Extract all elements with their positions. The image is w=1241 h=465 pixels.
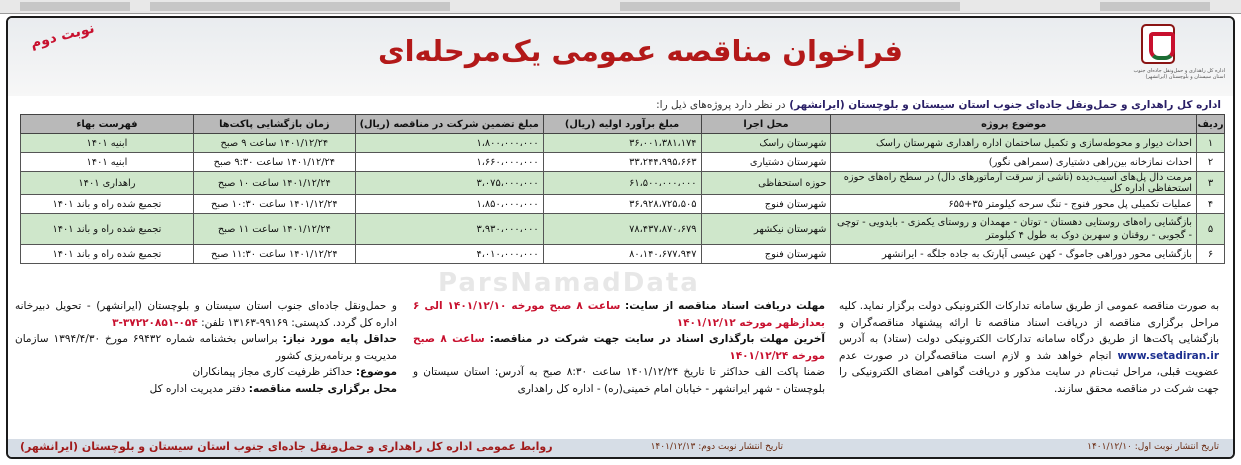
row-subject: عملیات تکمیلی پل محور فنوج - تنگ سرحه کیلومتر ۳۵+۶۵۵ <box>831 195 1197 214</box>
row-price-list: راهداری ۱۴۰۱ <box>21 172 194 195</box>
conditions-text: به صورت مناقصه عمومی از طریق سامانه تدارکات الکترونیکی دولت برگزار نماید. کلیه مراحل برگزاری مناقصه از دریافت اسناد مناقصه تا ارائه پیشنهاد مناقصه‌گران و بازگشایی پاکت‌ها از طریق درگاه سامانه تدارکات الکترونیکی دولت (ستاد) به آدرس <box>839 300 1219 345</box>
envelope-address-text: ضمنا پاکت الف حداکثر تا تاریخ ۱۴۰۱/۱۲/۲۴ ساعت ۸:۳۰ صبح به آدرس: استان سیستان و بلوچستان - شهر ایرانشهر - خیابان امام خمینی(ره) - اداره کل راهداری <box>413 366 826 395</box>
address-text: و حمل‌ونقل جاده‌ای جنوب استان سیستان و بلوچستان (ایرانشهر) - تحویل دبیرخانه اداره کل گردد. کدپستی: ۹۹۱۶۹-۱۳۱۶۳ تلفن: <box>15 300 397 329</box>
setad-url-link[interactable]: www.setadiran.ir <box>1117 349 1219 362</box>
intro-organization: اداره کل راهداری و حمل‌ونقل جاده‌ای جنوب استان سیستان و بلوچستان (ایرانشهر) <box>789 99 1221 111</box>
col-header-subject: موضوع پروژه <box>831 115 1197 134</box>
table-row <box>21 172 1225 195</box>
row-opening: ۱۴۰۱/۱۲/۲۴ ساعت ۱۰:۳۰ صبح <box>193 195 355 214</box>
second-publication-date: تاریخ انتشار نوبت دوم: ۱۴۰۱/۱۲/۱۳ <box>650 442 783 452</box>
row-opening: ۱۴۰۱/۱۲/۲۴ ساعت ۱۰ صبح <box>193 172 355 195</box>
table-row <box>21 195 1225 214</box>
notice-title: فراخوان مناقصه عمومی یک‌مرحله‌ای <box>377 34 904 68</box>
row-subject: احداث دیوار و محوطه‌سازی و تکمیل ساختمان اداره راهداری شهرستان راسک <box>831 134 1197 153</box>
row-estimate: ۸۰،۱۴۰،۶۷۷،۹۴۷ <box>543 245 701 264</box>
row-location: شهرستان فنوج <box>701 195 831 214</box>
row-guarantee: ۴،۰۱۰،۰۰۰،۰۰۰ <box>355 245 543 264</box>
row-number: ۵ <box>1197 214 1225 245</box>
row-price-list: ابنیه ۱۴۰۱ <box>21 153 194 172</box>
row-guarantee: ۱،۶۶۰،۰۰۰،۰۰۰ <box>355 153 543 172</box>
row-location: شهرستان دشتیاری <box>701 153 831 172</box>
row-estimate: ۷۸،۴۳۷،۸۷۰،۶۷۹ <box>543 214 701 245</box>
row-subject: بازگشایی محور دوراهی جاموگ - کهن عیسی آپارتک به جاده جلگه - ایرانشهر <box>831 245 1197 264</box>
row-guarantee: ۳،۹۳۰،۰۰۰،۰۰۰ <box>355 214 543 245</box>
table-row <box>21 245 1225 264</box>
column-left-details <box>15 298 397 397</box>
row-price-list: تجمیع شده راه و باند ۱۴۰۱ <box>21 214 194 245</box>
row-price-list: ابنیه ۱۴۰۱ <box>21 134 194 153</box>
col-header-number: ردیف <box>1197 115 1225 134</box>
col-header-price-list: فهرست بهاء <box>21 115 194 134</box>
row-opening: ۱۴۰۱/۱۲/۲۴ ساعت ۱۱:۳۰ صبح <box>193 245 355 264</box>
col-header-location: محل اجرا <box>701 115 831 134</box>
row-subject: احداث نمازخانه بین‌راهی دشتیاری (سمراهی نگور) <box>831 153 1197 172</box>
row-subject: بازگشایی راه‌های روستایی دهستان - توتان - مهمدان و روستای یکمزی - بایدویی - توچی - گجوبی - روقنان و سهربن دوک به طول ۴ کیلومتر <box>831 214 1197 245</box>
row-number: ۴ <box>1197 195 1225 214</box>
row-opening: ۱۴۰۱/۱۲/۲۴ ساعت ۱۱ صبح <box>193 214 355 245</box>
subject-text: حداکثر ظرفیت کاری مجاز پیمانکاران <box>192 366 353 378</box>
row-location: حوزه استحفاظی <box>701 172 831 195</box>
conditions-text-2: انجام خواهد شد و لازم است مناقصه‌گران در صورت عدم عضویت قبلی، مراحل ثبت‌نام در سایت مذکور و دریافت گواهی امضای الکترونیکی را جهت شرکت در مناقصه محقق سازند. <box>839 349 1219 395</box>
col-header-estimate: مبلغ برآورد اولیه (ریال) <box>543 115 701 134</box>
row-estimate: ۳۶،۹۲۸،۷۲۵،۵۰۵ <box>543 195 701 214</box>
upload-deadline-label: آخرین مهلت بارگذاری اسناد در سایت جهت شرکت در مناقصه: <box>489 333 826 345</box>
logo-caption: اداره کل راهداری و حمل‌ونقل جاده‌ای جنوب استان سیستان و بلوچستان (ایرانشهر) <box>1133 68 1225 80</box>
row-opening: ۱۴۰۱/۱۲/۲۴ ساعت ۹ صبح <box>193 134 355 153</box>
intro-line <box>20 99 1221 111</box>
row-location: شهرستان راسک <box>701 134 831 153</box>
column-middle-deadlines <box>413 298 825 397</box>
table-row <box>21 134 1225 153</box>
row-estimate: ۳۶،۰۰۱،۳۸۱،۱۷۴ <box>543 134 701 153</box>
row-estimate: ۳۳،۲۴۴،۹۹۵،۶۶۳ <box>543 153 701 172</box>
row-number: ۳ <box>1197 172 1225 195</box>
col-header-opening: زمان بازگشایی پاکت‌ها <box>193 115 355 134</box>
row-guarantee: ۱،۸۰۰،۰۰۰،۰۰۰ <box>355 134 543 153</box>
table-row <box>21 153 1225 172</box>
row-number: ۱ <box>1197 134 1225 153</box>
first-publication-date: تاریخ انتشار نوبت اول: ۱۴۰۱/۱۲/۱۰ <box>1087 442 1219 452</box>
doc-deadline-text: ساعت ۸ صبح مورخه ۱۴۰۱/۱۲/۱۰ الی ۶ بعدازظهر مورخه ۱۴۰۱/۱۲/۱۲ <box>413 300 825 329</box>
row-estimate: ۶۱،۵۰۰،۰۰۰،۰۰۰ <box>543 172 701 195</box>
row-guarantee: ۳،۰۷۵،۰۰۰،۰۰۰ <box>355 172 543 195</box>
subject-label: موضوع: <box>355 366 397 378</box>
table-row <box>21 214 1225 245</box>
watermark: ParsNamadData <box>438 268 700 298</box>
header-band <box>8 18 1233 96</box>
footer-band <box>8 439 1233 457</box>
edition-stamp: نوبت دوم <box>29 20 97 52</box>
min-grade-text: براساس بخشنامه شماره ۶۹۴۳۲ مورخ ۱۳۹۴/۴/۳۰ سازمان مدیریت و برنامه‌ریزی کشور <box>15 333 397 362</box>
row-number: ۲ <box>1197 153 1225 172</box>
meeting-place-text: دفتر مدیریت اداره کل <box>149 382 246 395</box>
column-right-conditions <box>839 298 1219 397</box>
phone-number: ۰۵۴-۳۷۲۲۰۸۵۱-۳ <box>112 316 198 329</box>
intro-tail: در نظر دارد پروژه‌های ذیل را: <box>656 99 786 111</box>
row-location: شهرستان نیکشهر <box>701 214 831 245</box>
row-subject: مرمت دال پل‌های آسیب‌دیده (ناشی از سرقت آرماتورهای دال) در سطح راه‌های حوزه استحفاظی اداره کل <box>831 172 1197 195</box>
col-header-guarantee: مبلغ تضمین شرکت در مناقصه (ریال) <box>355 115 543 134</box>
row-guarantee: ۱،۸۵۰،۰۰۰،۰۰۰ <box>355 195 543 214</box>
min-grade-label: حداقل پایه مورد نیاز: <box>282 333 397 345</box>
table-header-row <box>21 115 1225 134</box>
organization-logo-icon <box>1141 24 1175 64</box>
row-price-list: تجمیع شده راه و باند ۱۴۰۱ <box>21 245 194 264</box>
public-relations-signature: روابط عمومی اداره کل راهداری و حمل‌ونقل جاده‌ای جنوب استان سیستان و بلوچستان (ایرانشهر) <box>20 440 553 453</box>
row-price-list: تجمیع شده راه و باند ۱۴۰۱ <box>21 195 194 214</box>
meeting-place-label: محل برگزاری جلسه مناقصه: <box>248 382 397 395</box>
doc-deadline-label: مهلت دریافت اسناد مناقصه از سایت: <box>625 300 826 312</box>
row-opening: ۱۴۰۱/۱۲/۲۴ ساعت ۹:۳۰ صبح <box>193 153 355 172</box>
top-strip <box>0 0 1241 14</box>
row-number: ۶ <box>1197 245 1225 264</box>
row-location: شهرستان فنوج <box>701 245 831 264</box>
projects-table <box>20 114 1225 264</box>
upload-deadline-text: ساعت ۸ صبح مورخه ۱۴۰۱/۱۲/۲۴ <box>413 333 825 362</box>
tender-notice <box>6 16 1235 459</box>
